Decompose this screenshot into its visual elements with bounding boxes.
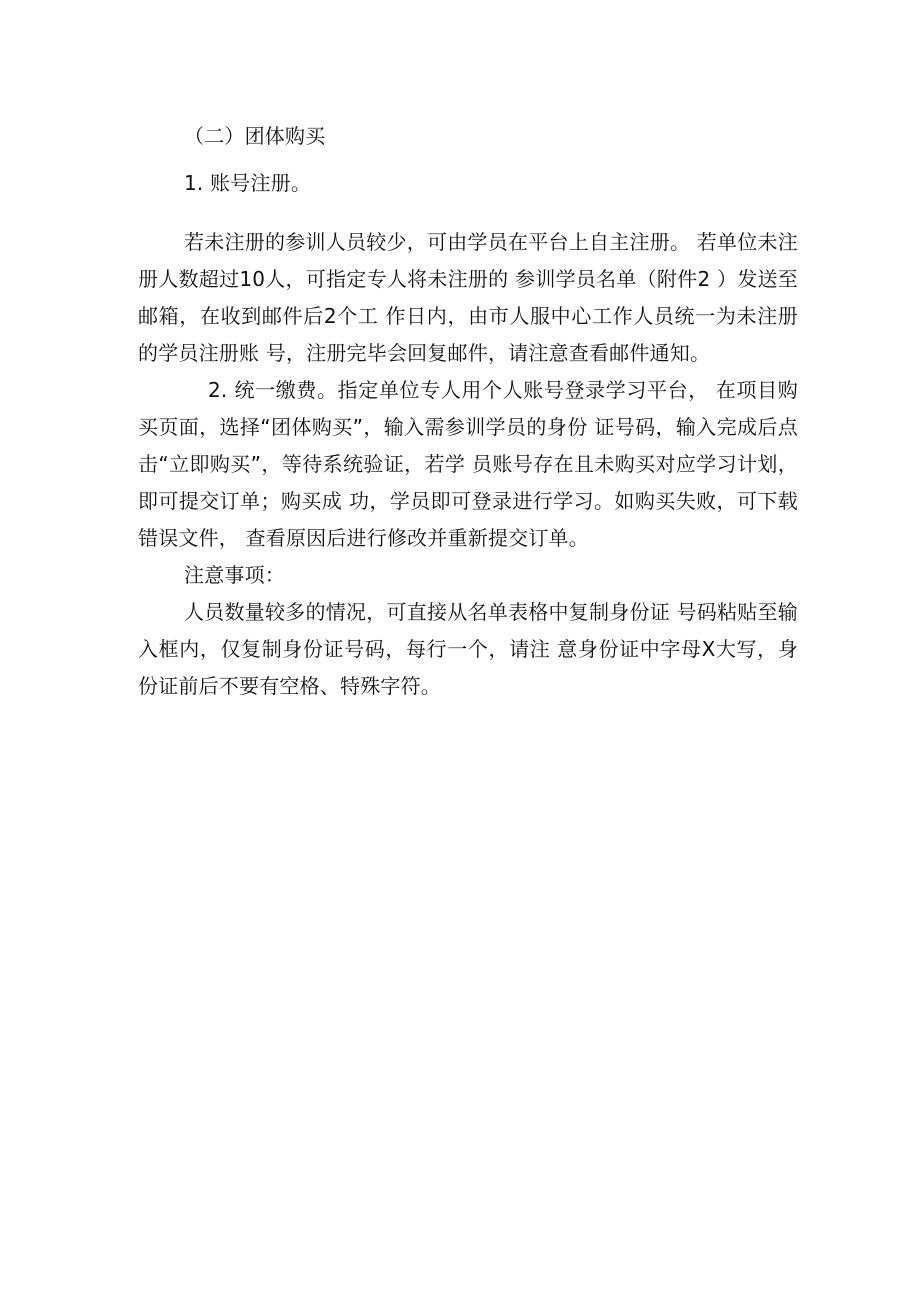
item1-title: 1. 账号注册。	[184, 171, 312, 195]
document-content	[138, 118, 798, 705]
notes-body: 人员数量较多的情况，可直接从名单表格中复制身份证 号码粘贴至输入框内，仅复制身份证号码，每行一个，请注 意身份证中字母X大写，身份证前后不要有空格、特殊字符。	[138, 600, 798, 698]
item1-body: 若未注册的参训人员较少，可由学员在平台上自主注册。 若单位未注册人数超过10人，可指定专人将未注册的 参训学员名单（附件2 ）发送至邮箱，在收到邮件后2个工 作日内，由市人服中心工作人员统一为未注册的学员注册账 号，注册完毕会回复邮件，请注意查看邮件通知。	[138, 230, 798, 365]
item2-body: 2. 统一缴费。指定单位专人用个人账号登录学习平台， 在项目购买页面，选择“团体购买”，输入需参训学员的身份 证号码，输入完成后点击“立即购买”，等待系统验证，若学 员账号存在且未购买对应学习计划，即可提交订单；购买成 功，学员即可登录进行学习。如购买失败，可下载错误文件， 查看原因后进行修改并重新提交订单。	[138, 378, 798, 550]
notes-title: 注意事项：	[184, 563, 285, 587]
section-heading: （二）团体购买	[184, 124, 326, 148]
